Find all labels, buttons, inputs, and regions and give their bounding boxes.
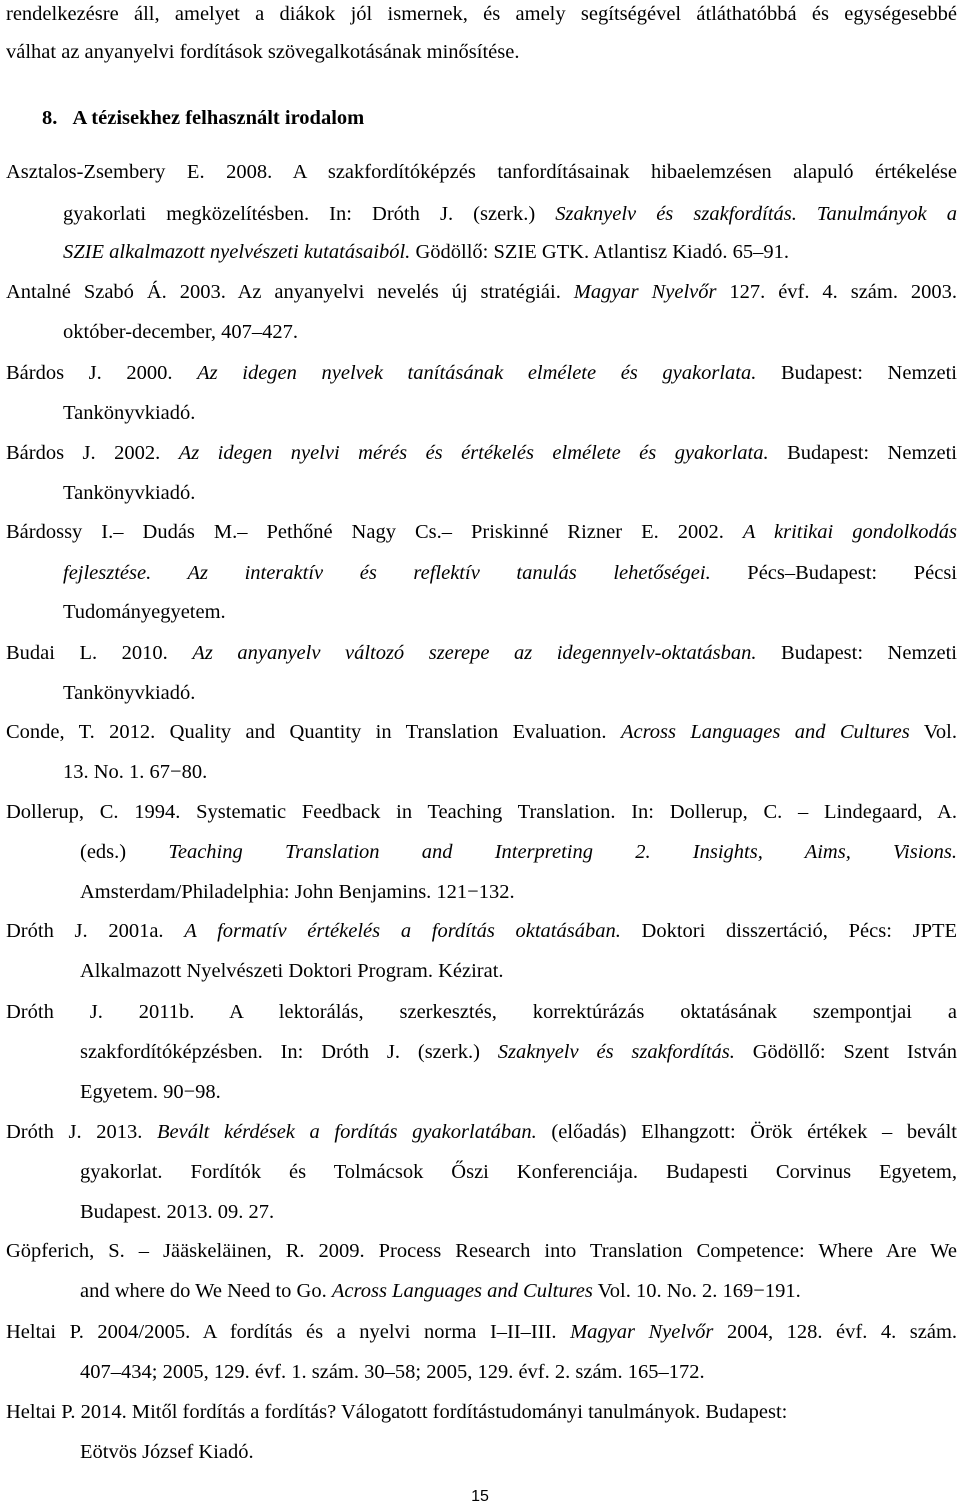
reference-line: Tudományegyetem. [63, 601, 226, 623]
reference-line: gyakorlat. Fordítók és Tolmácsok Őszi Konferenciája. Budapesti Corvinus Egyetem, [80, 1161, 957, 1183]
reference-line: Tankönyvkiadó. [63, 402, 196, 424]
page-number: 15 [471, 1488, 489, 1505]
reference-line: Dollerup, C. 1994. Systematic Feedback in Teaching Translation. In: Dollerup, C. – Lindegaard, A. [6, 801, 957, 823]
section-heading [42, 106, 957, 130]
reference-line: Dróth J. 2001a. A formatív értékelés a fordítás oktatásában. Doktori disszertáció, Pécs: JPTE [6, 920, 958, 942]
reference-line: október-december, 407–427. [63, 321, 299, 343]
reference-line: Dróth J. 2011b. A lektorálás, szerkesztés, korrektúrázás oktatásának szempontjai a [6, 1001, 957, 1023]
reference-line: Göpferich, S. – Jääskeläinen, R. 2009. Process Research into Translation Competence: Where Are We [6, 1240, 957, 1262]
reference-line: fejlesztése. Az interaktív és reflektív tanulás lehetőségei. Pécs–Budapest: Pécsi [63, 562, 957, 584]
reference-line: Asztalos-Zsembery E. 2008. A szakfordítóképzés tanfordításainak hibaelemzésen alapuló értékelése [6, 161, 957, 183]
reference-line: Conde, T. 2012. Quality and Quantity in Translation Evaluation. Across Languages and Cultures Vol. [6, 721, 957, 743]
reference-line: Heltai P. 2014. Mitől fordítás a fordítás? Válogatott fordítástudományi tanulmányok. Budapest: [6, 1401, 788, 1423]
reference-line: Alkalmazott Nyelvészeti Doktori Program. Kézirat. [80, 960, 504, 982]
reference-line: szakfordítóképzésben. In: Dróth J. (szerk.) Szaknyelv és szakfordítás. Gödöllő: Szent István [80, 1041, 958, 1063]
reference-line: Amsterdam/Philadelphia: John Benjamins. 121−132. [80, 881, 515, 903]
reference-line: Antalné Szabó Á. 2003. Az anyanyelvi nevelés új stratégiái. Magyar Nyelvőr 127. évf. 4. szám. 2003. [6, 281, 958, 303]
reference-line: 13. No. 1. 67−80. [63, 761, 208, 783]
reference-line: Bárdos J. 2000. Az idegen nyelvek tanításának elmélete és gyakorlata. Budapest: Nemzeti [6, 362, 957, 384]
reference-line: and where do We Need to Go. Across Languages and Cultures Vol. 10. No. 2. 169−191. [80, 1280, 801, 1302]
reference-line: SZIE alkalmazott nyelvészeti kutatásaiból. Gödöllő: SZIE GTK. Atlantisz Kiadó. 65–91. [63, 241, 789, 263]
reference-line: Tankönyvkiadó. [63, 682, 196, 704]
reference-line: Bárdossy I.– Dudás M.– Pethőné Nagy Cs.– Priskinné Rizner E. 2002. A kritikai gondolkodás [6, 521, 957, 543]
reference-line: Bárdos J. 2002. Az idegen nyelvi mérés és értékelés elmélete és gyakorlata. Budapest: Nemzeti [6, 442, 957, 464]
reference-line: Budai L. 2010. Az anyanyelv változó szerepe az idegennyelv-oktatásban. Budapest: Nemzeti [6, 642, 957, 664]
intro-line: válhat az anyanyelvi fordítások szövegalkotásának minősítése. [6, 41, 520, 63]
reference-line: Egyetem. 90−98. [80, 1081, 221, 1103]
reference-line: Budapest. 2013. 09. 27. [80, 1201, 275, 1223]
reference-line: gyakorlati megközelítésben. In: Dróth J. (szerk.) Szaknyelv és szakfordítás. Tanulmányok a [63, 203, 957, 225]
reference-line: Dróth J. 2013. Bevált kérdések a fordítás gyakorlatában. (előadás) Elhangzott: Örök értékek – bevált [6, 1121, 957, 1143]
intro-line: rendelkezésre áll, amelyet a diákok jól ismernek, és amely segítségével átláthatóbbá és egységesebbé [6, 3, 957, 25]
reference-line: 407–434; 2005, 129. évf. 1. szám. 30–58; 2005, 129. évf. 2. szám. 165–172. [80, 1361, 705, 1383]
reference-line: Tankönyvkiadó. [63, 482, 196, 504]
reference-line: (eds.) Teaching Translation and Interpreting 2. Insights, Aims, Visions. [80, 841, 957, 863]
reference-line: Heltai P. 2004/2005. A fordítás és a nyelvi norma I–II–III. Magyar Nyelvőr 2004, 128. évf. 4. szám. [6, 1321, 958, 1343]
reference-line: Eötvös József Kiadó. [80, 1441, 254, 1463]
section-title: A tézisekhez felhasznált irodalom [72, 107, 365, 129]
section-number: 8. [42, 107, 58, 129]
